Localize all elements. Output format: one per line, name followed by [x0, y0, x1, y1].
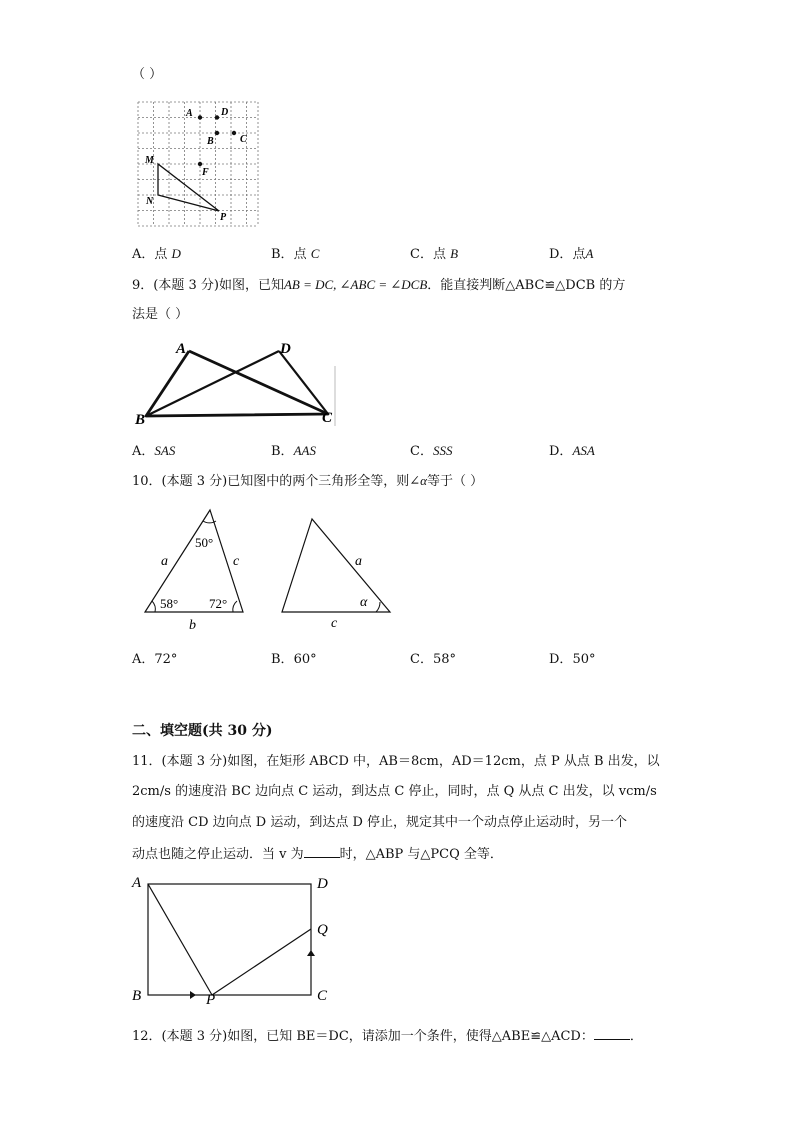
q8-label-p: P: [220, 212, 227, 223]
q11-label-p: P: [206, 992, 216, 1004]
q10-angle-72: 72°: [209, 596, 228, 611]
q9-triangle-abc: [146, 351, 328, 416]
q8-triangle-mnp: [158, 164, 219, 211]
q9-label-a: A: [176, 341, 187, 357]
q10-option-d[interactable]: D．50°: [549, 652, 596, 667]
q11-line4: 动点也随之停止运动．当 v 为 时，△ABP 与△PCQ 全等．: [132, 847, 503, 862]
q10-angle-50: 50°: [195, 535, 214, 550]
q8-option-a[interactable]: A．点 D: [132, 246, 181, 262]
q11-arrow-bc: [190, 991, 196, 999]
q11-answer-blank[interactable]: [304, 845, 340, 858]
q11-label-d: D: [317, 876, 328, 892]
q12-answer-blank[interactable]: [594, 1027, 630, 1040]
q11-label-b: B: [132, 988, 142, 1004]
q8-label-a: A: [186, 108, 193, 119]
q8-label-f: F: [202, 167, 209, 178]
q9-option-b[interactable]: B．AAS: [271, 443, 316, 459]
q10-angle-alpha: α: [360, 595, 368, 610]
q10-option-a[interactable]: A．72°: [132, 652, 178, 667]
q8-point-b: [215, 131, 219, 135]
q8-grid-figure: [130, 96, 265, 231]
q11-line1: 11．(本题 3 分)如图，在矩形 ABCD 中，AB＝8cm，AD＝12cm，点 P 从点 B 出发，以: [132, 754, 660, 769]
q11-label-a: A: [132, 875, 142, 891]
q11-rectangle-figure: [130, 872, 340, 1004]
q10-stem: 10．(本题 3 分)已知图中的两个三角形全等，则∠α等于（ ）: [132, 473, 484, 489]
q10-angle-58: 58°: [160, 596, 179, 611]
q10-figure: [140, 502, 400, 632]
q8-label-d: D: [221, 107, 229, 118]
q9-label-d: D: [280, 341, 291, 357]
q8-option-d[interactable]: D．点A: [549, 246, 594, 262]
q9-option-a[interactable]: A．SAS: [132, 443, 176, 459]
q9-triangle-dcb: [146, 351, 328, 416]
q8-option-c[interactable]: C．点 B: [410, 246, 459, 262]
q8-stem: （ ）: [132, 67, 163, 82]
q9-line1: 9．(本题 3 分)如图，已知AB = DC, ∠ABC = ∠DCB．能直接判断△ABC≌△DCB 的方: [132, 277, 626, 293]
q8-label-n: N: [146, 196, 154, 207]
q9-label-b: B: [135, 412, 146, 428]
q10-side-c-2: c: [331, 616, 338, 631]
section-2-title: 二、填空题(共 30 分): [132, 723, 273, 739]
q9-option-c[interactable]: C．SSS: [410, 443, 453, 459]
q10-triangle-2: [282, 519, 390, 612]
q10-side-c-1: c: [233, 554, 240, 569]
q10-side-a-1: a: [161, 554, 168, 569]
q11-rectangle-abcd: [148, 884, 311, 995]
q8-point-a: [198, 115, 202, 119]
q11-line2: 2cm/s 的速度沿 BC 边向点 C 运动，到达点 C 停止，同时，点 Q 从点 C 出发，以 vcm/s: [132, 784, 657, 799]
q12-stem: 12．(本题 3 分)如图，已知 BE＝DC，请添加一个条件，使得△ABE≌△ACD： ．: [132, 1029, 643, 1044]
q8-point-f: [198, 162, 202, 166]
q8-option-b[interactable]: B．点 C: [271, 246, 320, 262]
q8-point-d: [215, 115, 219, 119]
q9-figure: [132, 336, 342, 428]
q9-label-c: C: [322, 410, 333, 426]
q11-line3: 的速度沿 CD 边向点 D 运动，到达点 D 停止，规定其中一个动点停止运动时，另一个: [132, 815, 628, 830]
q11-label-c: C: [317, 988, 328, 1004]
q11-arrow-cd: [307, 950, 315, 956]
q8-label-b: B: [207, 136, 214, 147]
q8-label-m: M: [145, 155, 154, 166]
q10-side-a-2: a: [355, 554, 362, 569]
q11-label-q: Q: [317, 922, 328, 938]
q10-option-c[interactable]: C．58°: [410, 652, 456, 667]
q9-option-d[interactable]: D．ASA: [549, 443, 595, 459]
q9-line2: 法是（ ）: [132, 307, 189, 322]
q8-point-c: [232, 131, 236, 135]
q10-option-b[interactable]: B．60°: [271, 652, 317, 667]
q8-label-c: C: [240, 134, 247, 145]
q10-side-b-1: b: [189, 618, 196, 632]
